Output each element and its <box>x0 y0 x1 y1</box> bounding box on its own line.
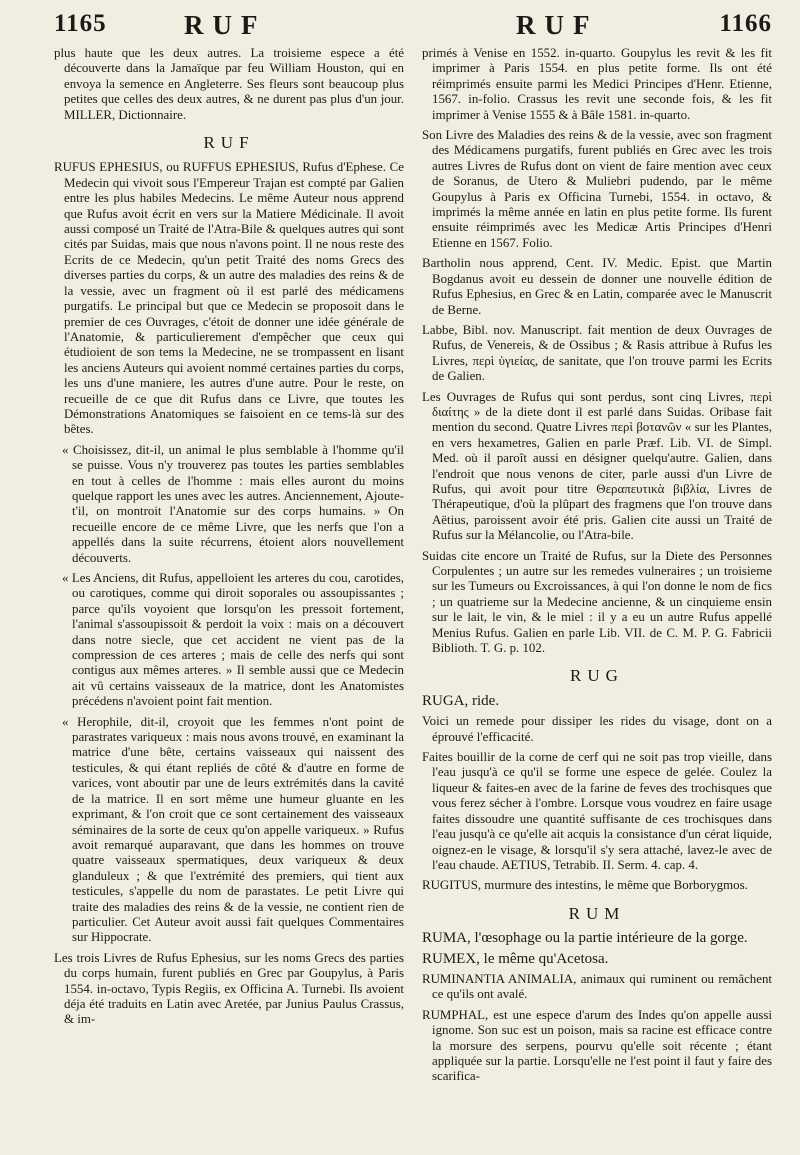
entry-ruga: RUGA, ride. <box>422 692 500 709</box>
page-number-left: 1165 <box>54 10 107 37</box>
paragraph-continuation: plus haute que les deux autres. La troisieme espece a été découverte dans la Jamaïque par feu William Houston, qui en envoya la semence en Angleterre. Ses fleurs sont beaucoup plus petites que celles des deux autres, & ne durent pas plus d'un jour. MILLER, Dictionnaire. <box>54 46 404 122</box>
right-column <box>422 46 772 1090</box>
quote-herophile: « Herophile, dit-il, croyoit que les femmes n'ont point de parastrates variqueux : mais nous avons trouvé, en examinant la matrice d'une bête, certains vaisseaux qui naissent des testicules, & qui étant repliés de côté & d'autre en forme de varices, vont aboutir par une de leurs extrémités dans la cavité de la matrice. Il en sort même une humeur gluante en les exprimant, & l'on croit que ce sont certainement des vaisseaux séminaires de la sorte de ceux qu'on appelle variqueux. » Rufus avoit remarqué auparavant, que dans les hommes on trouve quatre vaisseaux spermatiques, deux variqueux & deux glanduleux ; & que l'extrémité des premiers, qui tient aux testicules, s'appelle du nom de parastates. Le petit Livre qui traite des maladies des reins & de la vessie, ne contient rien de particulier. Cet Auteur avoit aussi fait quelques Commentaires sur Hippocrate. <box>62 714 404 945</box>
paragraph-ouvrages-perdus: Les Ouvrages de Rufus qui sont perdus, sont cinq Livres, περὶ διαίτης » de la diete dont il est parlé dans Suidas. Oribase fait mention du second. Quatre Livres περὶ βοτανῶν « sur les Plantes, en vers hexametres, Galien en parle Præf. Lib. VI. de Simpl. Med. où il paroît aussi en désigner quelqu'autre. Galien, dans l'endroit que nous venons de citer, parle aussi d'un Livre de Rufus, qui avoit pour titre Θεραπευτικὰ βιβλία, Livres de Thérapeutique, d'où la plûpart des fragmens que l'on trouve dans Aëtius, paroissent avoir été pris. Galien cite aussi un Traité de Rufus sur la Mélancolie, ou l'Atra-bile. <box>422 389 772 543</box>
entry-rugitus: RUGITUS, murmure des intestins, le même que Borborygmos. <box>422 878 748 893</box>
two-column-body <box>54 46 772 1090</box>
paragraph-labbe: Labbe, Bibl. nov. Manuscript. fait mention de deux Ouvrages de Rufus, de Venereis, & de Ossibus ; & Rasis attribue à Rufus les Livres, περὶ ὑγιείας, de sanitate, que l'on trouve parmi les Ecrits de Galien. <box>422 322 772 384</box>
entry-rumphal: RUMPHAL, est une espece d'arum des Indes qu'on appelle aussi ignome. Son suc est un poison, mais sa racine est efficace contre la morsure des serpens, pourvu qu'elle soit récente ; étant appliquée sur la partie. Lorsqu'elle ne l'est point il faut y faire des scarifica- <box>422 1007 772 1084</box>
quote-choisissez: « Choisissez, dit-il, un animal le plus semblable à l'homme qu'il se puisse. Vous n'y trouverez pas toutes les parties semblables en tout à celles de l'homme : mais elles auront du moins quelque rapport les unes avec les autres. Anciennement, Ajoute-t'il, on montroit l'Anatomie sur des corps humains. » On recueille encore de ce même Livre, que les nerfs que l'on a appellés dans la suite récurrens, étoient alors nouvellement découverts. <box>62 442 404 565</box>
section-heading-rug: RUG <box>570 666 624 686</box>
page-number-right: 1166 <box>719 10 772 37</box>
running-title-left: RUF <box>184 10 267 40</box>
paragraph-continuation-right: primés à Venise en 1552. in-quarto. Goupylus les revit & les fit imprimer à Paris 1554. en plus petite forme. Ils ont été réimprimés ensuite parmi les Medici Principes d'Henr. Etienne, 1567. in-folio. Crassus les revit une seconde fois, & les fit imprimer à Venise 1555 & à Bâle 1581. in-quarto. <box>422 46 772 122</box>
section-heading-ruf: RUF <box>203 133 255 153</box>
section-heading-rum: RUM <box>568 903 626 923</box>
paragraph-trois-livres: Les trois Livres de Rufus Ephesius, sur les noms Grecs des parties du corps humain, furent publiés en Grec par Goupylus, à Paris 1554. in-octavo, Typis Regiis, ex Officina A. Turnebi. Ils avoient déja été traduits en Latin avec Aretée, par Junius Paulus Crassus, & im- <box>54 950 404 1027</box>
paragraph-bartholin: Bartholin nous apprend, Cent. IV. Medic. Epist. que Martin Bogdanus avoit eu dessein de donner une nouvelle édition de Rufus Ephesius, en Grec & en Latin, comparée avec le Manuscrit de Berne. <box>422 256 772 317</box>
paragraph-maladies-des-reins: Son Livre des Maladies des reins & de la vessie, avec son fragment des Médicamens purgatifs, furent publiés en Grec avec les trois autres Livres de Rufus dont on vient de faire mention avec ceux de Soranus, de Utero & Muliebri pudendo, par le même Goupylus à Paris ex Officina Turnebi, 1554. in octavo, & imprimés la même année en latin en plus petite forme. Ils furent ensuite réimprimés avec les Medicæ Artis Principes d'Henri Etienne en 1567. Folio. <box>422 128 772 250</box>
running-header <box>54 10 772 46</box>
quote-les-anciens: « Les Anciens, dit Rufus, appelloient les arteres du cou, carotides, ou carotiques, comme qui diroit soporales ou assoupissantes ; parce qu'ils voyoient que lorsqu'on les pressoit fortement, l'animal s'assoupissoit & perdoit la voix : mais on a découvert dans notre siecle, que cet accident ne vient pas de la compression de ces arteres ; mais de celle des nerfs qui sont contigus aux mêmes arteres. » Il semble aussi que ce Medecin ait vû certains vaisseaux de la matrice, dont les Anatomistes précédens n'avoient point fait mention. <box>62 571 404 709</box>
entry-rufus-ephesius: RUFUS EPHESIUS, ou RUFFUS EPHESIUS, Rufus d'Ephese. Ce Medecin qui vivoit sous l'Empereur Trajan est compté par Galien entre les plus habiles Medecins. Le même Auteur nous apprend que Rufus avoit écrit en vers sur la Matiere Médicinale. Il avoit aussi composé un Traité de l'Atra-Bile & quelques autres qui sont cités par Suidas, mais que nous n'avons point. Il ne nous reste des Ecrits de ce Medecin, qu'un petit Traité des noms Grecs des diverses parties du corps, & un autre des maladies des reins & de la vessie, avec un fragment où il est parlé des médicamens purgatifs. Le principal but que ce Medecin se proposoit dans le premier de ces Ouvrages, c'étoit de donner une idée générale de l'Anatomie, & particulierement d'empêcher que ceux qui étudioient de son tems la Medecine, ne se trompassent en lisant les anciens Auteurs qui avoient nommé certaines parties du corps, les uns d'une maniere, les autres d'une autre. Pour le reste, on recueille de ce que dit Rufus dans ce Livre, que toutes les Démonstrations Anatomiques se faisoient en ce tems-là sur des bêtes. <box>54 160 404 437</box>
entry-rumex: RUMEX, le même qu'Acetosa. <box>422 950 609 967</box>
running-title-right: RUF <box>516 10 599 40</box>
left-column <box>54 46 404 1090</box>
paragraph-faites-bouillir: Faites bouillir de la corne de cerf qui ne soit pas trop vieille, dans l'eau jusqu'à ce qu'il se forme une espece de gelée. Coulez la liqueur & faites-en avec de la farine de feves des trochisques que vous ferez sécher à l'ombre. Lorsque vous voudrez en faire usage faites dissoudre une quantité suffisante de ces trochisques dans l'eau jusqu'à ce qu'elle ait acquis la consistance d'un cérat liquide, oignez-en le visage, & lorsqu'il s'y sera attaché, lavez-le avec de l'eau chaude. AETIUS, Tetrabib. II. Serm. 4. cap. 4. <box>422 750 772 872</box>
entry-ruma: RUMA, l'œsophage ou la partie intérieure de la gorge. <box>422 930 748 947</box>
paragraph-remede-rides: Voici un remede pour dissiper les rides du visage, dont on a éprouvé l'efficacité. <box>422 714 772 744</box>
paragraph-suidas: Suidas cite encore un Traité de Rufus, sur la Diete des Personnes Corpulentes ; un autre sur les remedes vulneraires ; un troisieme sur les Tumeurs ou Excroissances, à qui l'on donne le nom de fics ; un quatrieme sur la Medecine ancienne, & un cinquieme ensin sur le lait, le vin, & le miel : il y a eu un autre Rufus appellé Menius Rufus. Galien en parle Lib. VII. de C. M. P. G. Fabricii Biblioth. T. G. p. 102. <box>422 548 772 656</box>
entry-ruminantia: RUMINANTIA ANIMALIA, animaux qui ruminent ou remâchent ce qu'ils ont avalé. <box>422 971 772 1002</box>
